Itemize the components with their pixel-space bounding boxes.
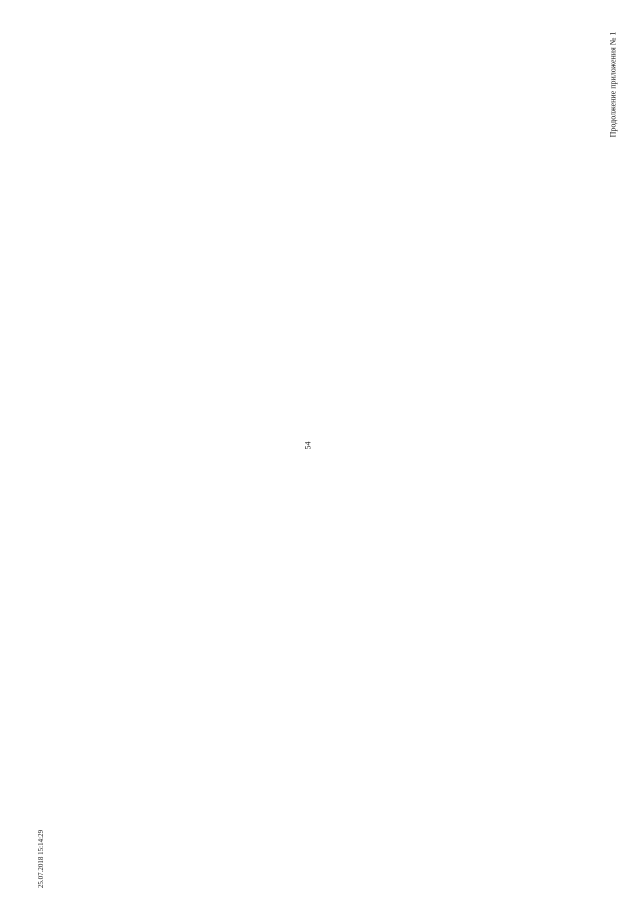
appendix-note: Продолжение приложения № 1 bbox=[608, 31, 618, 138]
page-number: 54 bbox=[303, 441, 313, 450]
timestamp: 25.07.2018 15:14:29 bbox=[37, 829, 46, 889]
